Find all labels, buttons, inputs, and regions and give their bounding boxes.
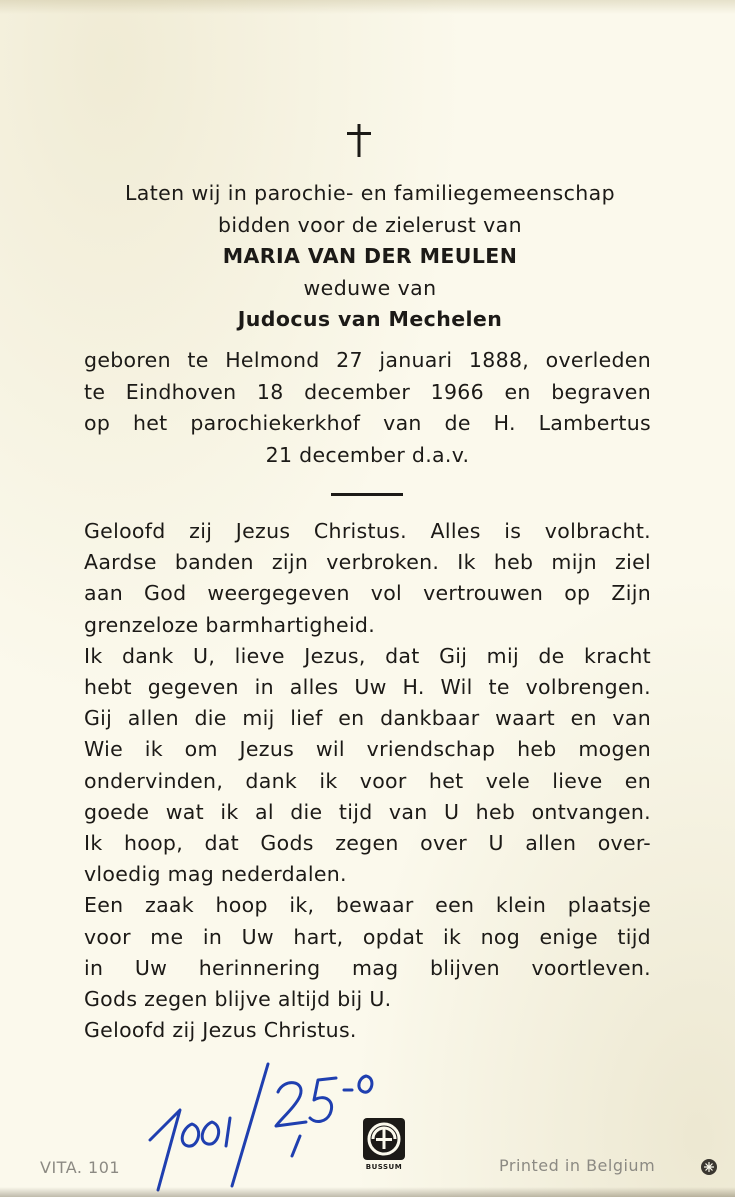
bio-line: 21 december d.a.v. [265,442,470,467]
series-number: VITA. 101 [40,1158,121,1177]
bio-line: op het parochiekerkhof van de H. Lambertus [84,411,651,435]
print-mark-icon [700,1158,718,1176]
prayer-line: Aardse banden zijn verbroken. Ik heb mijn ziel [84,550,651,575]
publisher-logo-icon [362,1117,406,1161]
prayer-line: Ik hoop, dat Gods zegen over U allen over- [84,831,651,856]
header-block [70,178,670,336]
cross-icon [341,122,377,158]
prayer-line: Geloofd zij Jezus Christus. Alles is volbracht. [84,519,651,543]
publisher-name: BUSSUM [365,1163,403,1171]
deceased-name: MARIA VAN DER MEULEN [222,244,518,268]
spouse-name: Judocus van Mechelen [237,307,503,331]
paper-bottom-edge [0,1187,735,1197]
prayer-line: Ik dank U, lieve Jezus, dat Gij mij de kracht [84,643,651,668]
biography-block [84,345,651,471]
prayer-line: Wie ik om Jezus wil vriendschap heb mogen [84,737,651,762]
paper-top-edge [0,0,735,14]
widow-of-label: weduwe van [303,275,437,300]
prayer-line: in Uw herinnering mag blijven voortleven. [84,955,651,980]
bio-line: te Eindhoven 18 december 1966 en begraven [84,379,651,404]
prayer-line: hebt gegeven in alles Uw H. Wil te volbrengen. [84,675,651,700]
prayer-line: grenzeloze barmhartigheid. [84,612,376,637]
divider-rule [331,493,403,496]
prayer-block [84,516,651,1046]
bio-line: geboren te Helmond 27 januari 1888, overleden [84,348,651,372]
printed-in-label: Printed in Belgium [499,1156,656,1175]
prayer-line: goede wat ik al die tijd van U heb ontvangen. [84,799,651,824]
prayer-line: ondervinden, dank ik voor het vele lieve en [84,768,651,793]
prayer-line: voor me in Uw hart, opdat ik nog enige tijd [84,924,651,949]
invitation-line-1: Laten wij in parochie- en familiegemeenschap [124,181,616,205]
prayer-line: Geloofd zij Jezus Christus. [84,1018,357,1043]
handwritten-price [140,1062,390,1192]
prayer-line: Gij allen die mij lief en dankbaar waart en van [84,706,651,731]
prayer-line: Een zaak hoop ik, bewaar een klein plaatsje [84,893,651,918]
invitation-line-2: bidden voor de zielerust van [217,212,523,237]
prayer-line: aan God weergegeven vol vertrouwen op Zijn [84,581,651,606]
prayer-line: Gods zegen blijve altijd bij U. [84,987,392,1012]
prayer-line: vloedig mag nederdalen. [84,862,347,887]
